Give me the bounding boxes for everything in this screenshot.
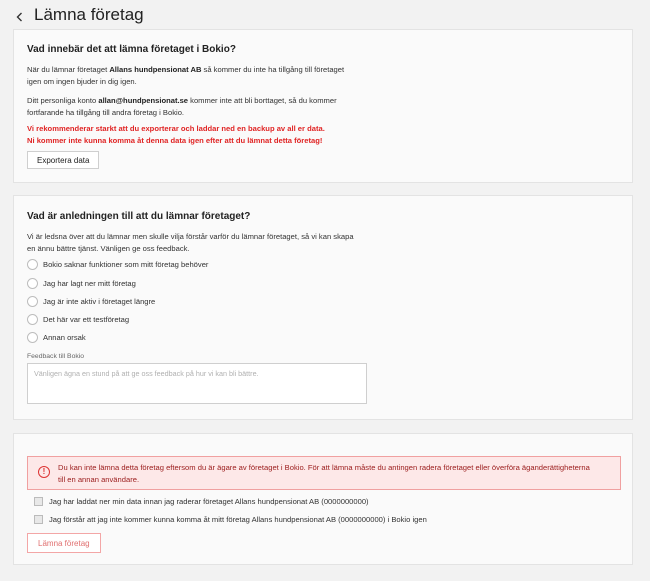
alert-text: till en annan användare.	[58, 474, 140, 484]
confirm-no-access-checkbox[interactable]	[34, 515, 43, 524]
info-text: igen om ingen bjuder in dig igen.	[27, 76, 137, 86]
company-name: Allans hundpensionat AB	[109, 65, 202, 74]
info-card	[13, 29, 633, 183]
confirm-no-access-checkbox-row[interactable]	[34, 515, 427, 524]
reason-option-label: Jag har lagt ner mitt företag	[43, 279, 136, 288]
info-heading: Vad innebär det att lämna företaget i Bokio?	[27, 44, 236, 55]
radio-button[interactable]	[27, 296, 38, 307]
leave-card	[13, 433, 633, 565]
feedback-label: Feedback till Bokio	[27, 353, 85, 360]
radio-button[interactable]	[27, 278, 38, 289]
info-paragraph-2	[27, 95, 337, 118]
info-text: fortfarande ha tillgång till andra företag i Bokio.	[27, 107, 185, 117]
reason-option-label: Det här var ett testföretag	[43, 315, 130, 324]
backup-warning	[27, 123, 325, 146]
intro-text: en ännu bättre tjänst. Vänligen ge oss feedback.	[27, 243, 190, 253]
feedback-textarea[interactable]	[27, 363, 367, 404]
exclamation-circle-icon: !	[38, 466, 50, 478]
leave-company-button[interactable]: Lämna företag	[27, 533, 101, 553]
checkbox-label: Jag förstår att jag inte kommer kunna komma åt mitt företag Allans hundpensionat AB (0000000000) i Bokio igen	[49, 515, 427, 524]
warning-text: Ni kommer inte kunna komma åt denna data igen efter att du lämnat detta företag!	[27, 135, 323, 145]
reason-option[interactable]	[27, 278, 136, 289]
radio-button[interactable]	[27, 259, 38, 270]
alert-text: Du kan inte lämna detta företag eftersom du är ägare av företaget i Bokio. För att lämna måste du antingen radera företaget eller överföra äganderättigheterna	[58, 463, 590, 472]
info-text: kommer inte att bli borttaget, så du kommer	[188, 96, 337, 105]
radio-button[interactable]	[27, 332, 38, 343]
reason-option-label: Jag är inte aktiv i företaget längre	[43, 297, 156, 306]
checkbox-label: Jag har laddat ner min data innan jag raderar företaget Allans hundpensionat AB (0000000000)	[49, 497, 369, 506]
reason-intro	[27, 231, 354, 254]
page-title: Lämna företag	[34, 5, 144, 24]
warning-text: Vi rekommenderar starkt att du exporterar och laddar ned en backup av all er data.	[27, 124, 325, 133]
confirm-download-checkbox[interactable]	[34, 497, 43, 506]
alert-message	[58, 457, 598, 485]
page-header	[0, 0, 650, 30]
reason-option[interactable]	[27, 259, 208, 270]
chevron-left-icon[interactable]	[13, 10, 25, 24]
reason-heading: Vad är anledningen till att du lämnar företaget?	[27, 211, 251, 222]
intro-text: Vi är ledsna över att du lämnar men skulle vilja förstår varför du lämnar företaget, så vi kan skapa	[27, 232, 354, 241]
info-paragraph-1	[27, 64, 344, 87]
export-data-button[interactable]: Exportera data	[27, 151, 99, 169]
owner-alert	[27, 456, 621, 490]
info-text: Ditt personliga konto	[27, 96, 99, 105]
reason-option-label: Annan orsak	[43, 333, 86, 342]
reason-card	[13, 195, 633, 420]
reason-option[interactable]	[27, 332, 86, 343]
user-email: allan@hundpensionat.se	[98, 96, 189, 105]
info-text: så kommer du inte ha tillgång till företaget	[201, 65, 345, 74]
radio-button[interactable]	[27, 314, 38, 325]
confirm-download-checkbox-row[interactable]	[34, 497, 369, 506]
info-text: När du lämnar företaget	[27, 65, 110, 74]
reason-option[interactable]	[27, 296, 155, 307]
reason-option[interactable]	[27, 314, 129, 325]
reason-option-label: Bokio saknar funktioner som mitt företag behöver	[43, 260, 209, 269]
